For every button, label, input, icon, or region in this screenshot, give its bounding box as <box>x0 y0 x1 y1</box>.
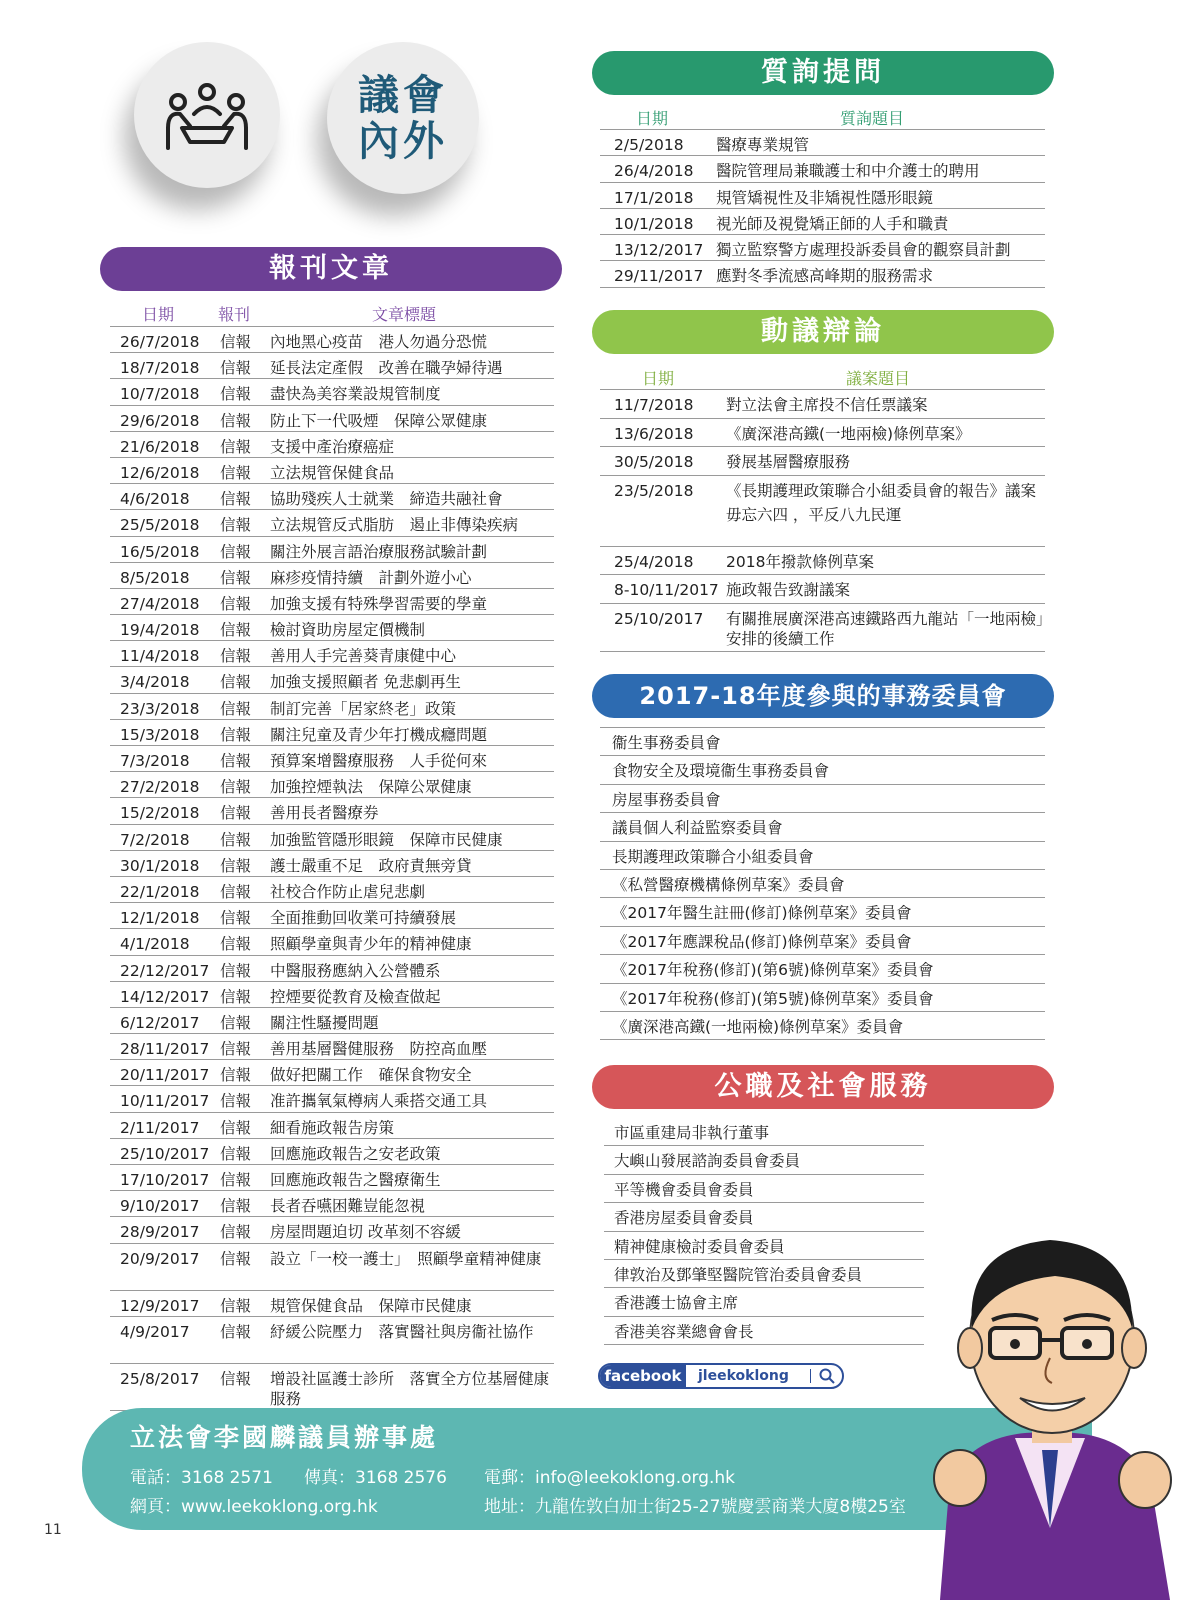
table-row <box>600 476 1045 547</box>
question-date: 26/4/2018 <box>614 162 694 181</box>
table-row <box>110 1139 554 1165</box>
motion-date: 8-10/11/2017 <box>614 581 719 600</box>
articles-header: 報刊文章 <box>100 247 562 291</box>
article-title: 設立「一校一護士」 照顧學童精神健康 <box>270 1249 542 1268</box>
article-date: 3/4/2018 <box>120 673 190 692</box>
table-row <box>110 1086 554 1112</box>
article-title: 加強控煙執法 保障公眾健康 <box>270 778 472 797</box>
question-title: 醫療專業規管 <box>716 136 810 154</box>
article-date: 20/9/2017 <box>120 1249 200 1268</box>
article-title: 防止下一代吸煙 保障公眾健康 <box>270 411 488 430</box>
article-paper: 信報 <box>220 909 252 928</box>
table-row <box>110 720 554 746</box>
motion-title-cell <box>726 580 1046 600</box>
table-row <box>110 746 554 772</box>
table-row <box>110 825 554 851</box>
meeting-badge <box>134 42 280 188</box>
article-date: 2/11/2017 <box>120 1118 200 1137</box>
article-title: 控煙要從教育及檢查做起 <box>270 987 441 1006</box>
article-paper: 信報 <box>220 673 252 692</box>
question-date: 29/11/2017 <box>614 267 704 286</box>
article-date: 22/1/2018 <box>120 882 200 901</box>
list-item: 平等機會委員會委員 <box>604 1175 924 1203</box>
meeting-table-icon <box>164 82 250 152</box>
article-date: 30/1/2018 <box>120 856 200 875</box>
article-title: 回應施政報告之醫療衛生 <box>270 1171 441 1189</box>
list-item: 《廣深港高鐵(一地兩檢)條例草案》委員會 <box>600 1012 1045 1040</box>
motion-date: 11/7/2018 <box>614 396 694 414</box>
article-title: 增設社區護士診所 落實全方位基層健康服務 <box>270 1369 550 1408</box>
table-row <box>600 261 1045 287</box>
table-row <box>110 589 554 615</box>
motion-title: 有關推展廣深港高速鐵路西九龍站「一地兩檢」安排的後續工作 <box>726 609 1044 648</box>
committees-list <box>600 727 1045 1040</box>
article-date: 27/4/2018 <box>120 594 200 613</box>
article-date: 12/1/2018 <box>120 909 200 928</box>
article-title: 盡快為美容業設規管制度 <box>270 385 441 404</box>
questions-header: 質詢提問 <box>592 51 1054 95</box>
motion-title: 對立法會主席投不信任票議案 <box>726 396 928 414</box>
table-row <box>110 484 554 510</box>
list-item: 《私營醫療機構條例草案》委員會 <box>600 870 1045 898</box>
list-item: 《2017年醫生註冊(修訂)條例草案》委員會 <box>600 898 1045 926</box>
article-title: 社校合作防止虐兒悲劇 <box>270 882 426 901</box>
article-date: 25/5/2018 <box>120 516 200 535</box>
article-date: 28/9/2017 <box>120 1223 200 1242</box>
motion-date: 23/5/2018 <box>614 481 694 500</box>
list-item: 大嶼山發展諮詢委員會委員 <box>604 1146 924 1174</box>
article-date: 22/12/2017 <box>120 961 210 980</box>
question-date: 13/12/2017 <box>614 241 704 260</box>
table-row <box>600 547 1045 576</box>
article-paper: 信報 <box>220 411 252 430</box>
list-item: 食物安全及環境衞生事務委員會 <box>600 756 1045 784</box>
motion-title: 發展基層醫療服務 <box>726 453 851 472</box>
table-row <box>600 419 1045 448</box>
article-paper: 信報 <box>220 1118 252 1137</box>
article-paper: 信報 <box>220 542 252 561</box>
table-row <box>110 1364 554 1411</box>
motion-title-cell <box>726 552 1046 572</box>
article-title: 關注性騷擾問題 <box>270 1013 379 1032</box>
table-row <box>600 447 1045 476</box>
list-item: 議員個人利益監察委員會 <box>600 813 1045 841</box>
article-date: 7/3/2018 <box>120 752 190 770</box>
article-title: 護士嚴重不足 政府責無旁貸 <box>270 856 472 875</box>
article-date: 21/6/2018 <box>120 437 200 456</box>
motion-title: 《長期護理政策聯合小組委員會的報告》議案 <box>726 481 1037 500</box>
table-row <box>110 1165 554 1191</box>
articles-col-date: 日期 <box>142 305 175 324</box>
table-row <box>600 156 1045 182</box>
article-date: 6/12/2017 <box>120 1013 200 1032</box>
motion-title-cell <box>726 481 1046 525</box>
list-item: 香港美容業總會會長 <box>604 1317 924 1345</box>
article-title: 關注兒童及青少年打機成癮問題 <box>270 725 488 744</box>
question-date: 17/1/2018 <box>614 188 694 207</box>
article-title: 麻疹疫情持續 計劃外遊小心 <box>270 568 472 587</box>
article-paper: 信報 <box>220 385 252 404</box>
article-date: 4/9/2017 <box>120 1322 190 1341</box>
table-row <box>110 641 554 667</box>
table-row <box>110 903 554 929</box>
list-item: 房屋事務委員會 <box>600 785 1045 813</box>
article-title: 善用人手完善葵青康健中心 <box>270 647 457 666</box>
motions-table <box>600 389 1045 652</box>
list-item: 長期護理政策聯合小組委員會 <box>600 842 1045 870</box>
table-row <box>110 877 554 903</box>
motion-title: 《廣深港高鐵(一地兩檢)條例草案》 <box>726 424 971 443</box>
table-row <box>600 235 1045 261</box>
table-row <box>110 327 554 353</box>
facebook-logo: facebook <box>600 1365 686 1387</box>
article-paper: 信報 <box>220 987 252 1006</box>
motion-date: 13/6/2018 <box>614 424 694 443</box>
list-item: 律敦治及鄧肇堅醫院管治委員會委員 <box>604 1260 924 1288</box>
article-paper: 信報 <box>220 1322 252 1341</box>
article-title: 照顧學童與青少年的精神健康 <box>270 935 472 954</box>
article-date: 26/7/2018 <box>120 333 200 351</box>
article-date: 15/2/2018 <box>120 804 200 823</box>
search-icon[interactable] <box>818 1367 836 1385</box>
table-row <box>110 458 554 484</box>
table-row <box>110 510 554 536</box>
motion-title-cell <box>726 395 1046 415</box>
article-date: 14/12/2017 <box>120 987 210 1006</box>
table-row <box>110 537 554 563</box>
table-row <box>110 379 554 405</box>
article-title: 做好把關工作 確保食物安全 <box>270 1066 472 1085</box>
article-title: 預算案增醫療服務 人手從何來 <box>270 752 488 770</box>
badge-title-line1: 議會 <box>358 71 448 119</box>
list-item: 衞生事務委員會 <box>600 728 1045 756</box>
motions-col-date: 日期 <box>642 369 675 388</box>
office-website: 網頁：www.leekoklong.org.hk <box>130 1497 378 1517</box>
article-title: 制訂完善「居家終老」政策 <box>270 699 457 718</box>
table-row <box>110 432 554 458</box>
article-title: 內地黑心疫苗 港人勿過分恐慌 <box>270 333 488 351</box>
article-title: 檢討資助房屋定價機制 <box>270 621 426 640</box>
article-title: 加強監管隱形眼鏡 保障市民健康 <box>270 830 503 849</box>
list-item: 《2017年應課稅品(修訂)條例草案》委員會 <box>600 927 1045 955</box>
article-paper: 信報 <box>220 935 252 954</box>
article-date: 9/10/2017 <box>120 1197 200 1216</box>
article-title: 回應施政報告之安老政策 <box>270 1144 441 1163</box>
office-title: 立法會李國麟議員辦事處 <box>130 1423 439 1452</box>
article-paper: 信報 <box>220 621 252 640</box>
motion-date: 30/5/2018 <box>614 453 694 472</box>
list-item: 香港護士協會主席 <box>604 1288 924 1316</box>
table-row <box>600 390 1045 419</box>
article-title: 紓緩公院壓力 落實醫社與房衞社協作 <box>270 1322 534 1341</box>
motion-title-cell <box>726 452 1046 472</box>
article-paper: 信報 <box>220 1296 252 1315</box>
article-paper: 信報 <box>220 699 252 718</box>
article-title: 中醫服務應納入公營體系 <box>270 961 441 980</box>
section-badge <box>327 42 479 194</box>
table-row <box>110 1291 554 1317</box>
articles-table <box>110 326 554 1411</box>
table-row <box>110 982 554 1008</box>
article-date: 20/11/2017 <box>120 1066 210 1085</box>
question-title: 視光師及視覺矯正師的人手和職責 <box>716 214 949 233</box>
table-row <box>110 1217 554 1243</box>
article-paper: 信報 <box>220 1197 252 1216</box>
article-paper: 信報 <box>220 516 252 535</box>
motion-note: 毋忘六四 ，平反八九民運 <box>726 505 902 524</box>
motions-col-title: 議案題目 <box>846 369 911 388</box>
article-title: 善用基層醫健服務 防控高血壓 <box>270 1040 488 1059</box>
list-item: 香港房屋委員會委員 <box>604 1203 924 1231</box>
question-date: 2/5/2018 <box>614 136 684 154</box>
article-date: 12/9/2017 <box>120 1296 200 1315</box>
article-title: 支援中產治療癌症 <box>270 437 395 456</box>
table-row <box>110 929 554 955</box>
table-row <box>600 130 1045 156</box>
table-row <box>110 956 554 982</box>
questions-table <box>600 129 1045 288</box>
article-paper: 信報 <box>220 1066 252 1085</box>
article-title: 協助殘疾人士就業 締造共融社會 <box>270 490 503 509</box>
article-paper: 信報 <box>220 359 252 378</box>
article-paper: 信報 <box>220 333 252 351</box>
table-row <box>110 851 554 877</box>
article-paper: 信報 <box>220 725 252 744</box>
article-paper: 信報 <box>220 647 252 666</box>
list-item: 精神健康檢討委員會委員 <box>604 1232 924 1260</box>
facebook-handle: jleekoklong <box>698 1368 789 1384</box>
article-paper: 信報 <box>220 594 252 613</box>
article-title: 全面推動回收業可持續發展 <box>270 909 457 928</box>
article-date: 29/6/2018 <box>120 411 200 430</box>
article-paper: 信報 <box>220 1040 252 1059</box>
facebook-search-bar[interactable] <box>598 1363 844 1389</box>
badge-title-line2: 內外 <box>358 117 448 165</box>
table-row <box>600 209 1045 235</box>
article-date: 25/8/2017 <box>120 1369 200 1388</box>
article-paper: 信報 <box>220 1092 252 1111</box>
article-paper: 信報 <box>220 1223 252 1242</box>
table-row <box>110 772 554 798</box>
motion-title: 2018年撥款條例草案 <box>726 552 874 571</box>
article-paper: 信報 <box>220 882 252 901</box>
article-date: 8/5/2018 <box>120 568 190 587</box>
article-date: 19/4/2018 <box>120 621 200 640</box>
article-date: 27/2/2018 <box>120 778 200 797</box>
table-row <box>110 406 554 432</box>
article-date: 25/10/2017 <box>120 1144 210 1163</box>
article-title: 規管保健食品 保障市民健康 <box>270 1296 472 1315</box>
office-address: 地址：九龍佐敦白加士街25-27號慶雲商業大廈8樓25室 <box>484 1497 906 1517</box>
public-service-header: 公職及社會服務 <box>592 1065 1054 1109</box>
table-row <box>110 1034 554 1060</box>
article-paper: 信報 <box>220 1144 252 1163</box>
public-service-list <box>604 1118 924 1345</box>
motion-title-cell <box>726 609 1046 649</box>
article-title: 長者吞嚥困難豈能忽視 <box>270 1197 426 1216</box>
table-row <box>600 575 1045 604</box>
table-row <box>600 183 1045 209</box>
table-row <box>110 615 554 641</box>
table-row <box>110 694 554 720</box>
office-email: 電郵：info@leekoklong.org.hk <box>484 1468 736 1488</box>
article-paper: 信報 <box>220 1013 252 1032</box>
table-row <box>110 353 554 379</box>
table-row <box>110 798 554 824</box>
article-paper: 信報 <box>220 1171 252 1189</box>
badge-title <box>327 72 479 164</box>
list-item: 《2017年稅務(修訂)(第5號)條例草案》委員會 <box>600 984 1045 1012</box>
question-date: 10/1/2018 <box>614 214 694 233</box>
question-title: 獨立監察警方處理投訴委員會的觀察員計劃 <box>716 241 1011 260</box>
table-row <box>110 1244 554 1291</box>
article-date: 4/6/2018 <box>120 490 190 509</box>
article-title: 立法規管保健食品 <box>270 463 395 482</box>
table-row <box>110 1008 554 1034</box>
article-paper: 信報 <box>220 1249 252 1268</box>
article-date: 16/5/2018 <box>120 542 200 561</box>
article-date: 17/10/2017 <box>120 1171 210 1189</box>
article-date: 7/2/2018 <box>120 830 190 849</box>
article-title: 加強支援照顧者 免悲劇再生 <box>270 673 461 692</box>
table-row <box>110 1317 554 1364</box>
motions-header: 動議辯論 <box>592 310 1054 354</box>
articles-col-paper: 報刊 <box>218 305 251 324</box>
article-title: 准許攜氧氣樽病人乘搭交通工具 <box>270 1092 488 1111</box>
motion-title-cell <box>726 424 1046 444</box>
question-title: 規管矯視性及非矯視性隱形眼鏡 <box>716 188 934 207</box>
article-paper: 信報 <box>220 437 252 456</box>
table-row <box>110 1060 554 1086</box>
article-date: 18/7/2018 <box>120 359 200 378</box>
article-paper: 信報 <box>220 1369 252 1388</box>
table-row <box>110 1113 554 1139</box>
article-title: 房屋問題迫切 改革刻不容緩 <box>270 1223 461 1242</box>
table-row <box>110 1191 554 1217</box>
article-date: 12/6/2018 <box>120 463 200 482</box>
office-fax: 傳真：3168 2576 <box>304 1468 447 1488</box>
article-date: 23/3/2018 <box>120 699 200 718</box>
article-date: 10/7/2018 <box>120 385 200 404</box>
committees-header: 2017-18年度參與的事務委員會 <box>592 674 1054 718</box>
article-paper: 信報 <box>220 752 252 770</box>
article-paper: 信報 <box>220 961 252 980</box>
list-item: 市區重建局非執行董事 <box>604 1118 924 1146</box>
cartoon-portrait <box>920 1228 1179 1600</box>
search-divider <box>810 1369 811 1383</box>
article-paper: 信報 <box>220 804 252 823</box>
office-phone: 電話：3168 2571 <box>130 1468 273 1488</box>
article-title: 關注外展言語治療服務試驗計劃 <box>270 542 488 561</box>
article-paper: 信報 <box>220 490 252 509</box>
table-row <box>600 604 1045 652</box>
article-paper: 信報 <box>220 778 252 797</box>
question-title: 應對冬季流感高峰期的服務需求 <box>716 267 934 286</box>
article-date: 11/4/2018 <box>120 647 200 666</box>
questions-col-date: 日期 <box>636 109 669 128</box>
page-number: 11 <box>44 1522 62 1538</box>
article-title: 延長法定產假 改善在職孕婦待遇 <box>270 359 503 378</box>
article-date: 15/3/2018 <box>120 725 200 744</box>
motion-date: 25/10/2017 <box>614 609 704 628</box>
article-date: 28/11/2017 <box>120 1040 210 1059</box>
table-row <box>110 667 554 693</box>
article-title: 細看施政報告房策 <box>270 1118 395 1137</box>
article-paper: 信報 <box>220 856 252 875</box>
article-date: 10/11/2017 <box>120 1092 210 1111</box>
articles-col-title: 文章標題 <box>372 305 437 324</box>
article-paper: 信報 <box>220 463 252 482</box>
article-title: 立法規管反式脂肪 遏止非傳染疾病 <box>270 516 519 535</box>
article-title: 加強支援有特殊學習需要的學童 <box>270 594 488 613</box>
table-row <box>110 563 554 589</box>
question-title: 醫院管理局兼職護士和中介護士的聘用 <box>716 162 980 181</box>
motion-title: 施政報告致謝議案 <box>726 581 851 600</box>
questions-col-title: 質詢題目 <box>840 109 905 128</box>
article-paper: 信報 <box>220 830 252 849</box>
article-title: 善用長者醫療券 <box>270 804 379 823</box>
article-date: 4/1/2018 <box>120 935 190 954</box>
article-paper: 信報 <box>220 568 252 587</box>
motion-date: 25/4/2018 <box>614 552 694 571</box>
list-item: 《2017年稅務(修訂)(第6號)條例草案》委員會 <box>600 955 1045 983</box>
